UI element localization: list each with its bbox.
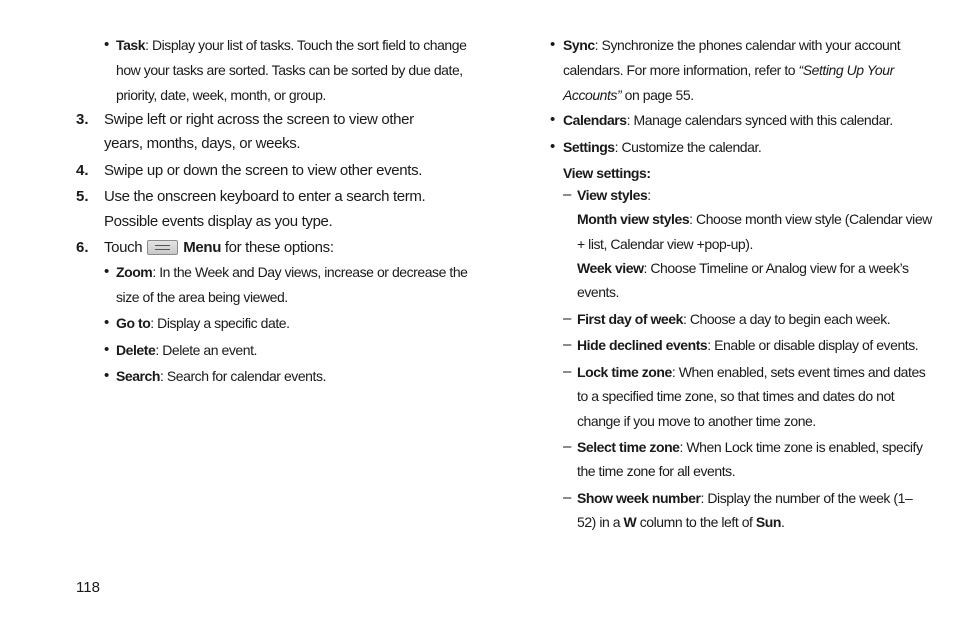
month-view-styles-line-1: Month view styles: Choose month view style (Calendar view	[577, 211, 932, 227]
week-view-line-2: events.	[577, 284, 619, 300]
zoom-item-line-2: size of the area being viewed.	[116, 289, 288, 305]
step-number: 3.	[76, 111, 89, 128]
task-term: Task	[116, 37, 146, 53]
show-week-number-line-1: Show week number: Display the number of the week (1–	[577, 490, 913, 506]
sync-item-line-2: calendars. For more information, refer to “Setting Up Your	[563, 62, 894, 78]
cross-reference: “Setting Up Your	[798, 62, 894, 78]
zoom-item-line-1: Zoom: In the Week and Day views, increase or decrease the	[116, 264, 468, 280]
view-styles-term: View styles	[577, 187, 648, 203]
select-time-zone-line-2: the time zone for all events.	[577, 463, 736, 479]
settings-term: Settings	[563, 139, 615, 155]
dash: –	[563, 310, 572, 327]
step-number: 5.	[76, 188, 89, 205]
lock-time-zone-term: Lock time zone	[577, 364, 672, 380]
page-number: 118	[76, 579, 100, 596]
bullet: •	[550, 111, 556, 128]
show-week-number-term: Show week number	[577, 490, 701, 506]
step-number: 4.	[76, 162, 89, 179]
bullet: •	[104, 367, 110, 384]
search-term: Search	[116, 368, 160, 384]
zoom-term: Zoom	[116, 264, 153, 280]
calendars-term: Calendars	[563, 112, 627, 128]
show-week-number-line-2: 52) in a W column to the left of Sun.	[577, 514, 785, 530]
search-item: Search: Search for calendar events.	[116, 368, 326, 384]
select-time-zone-line-1: Select time zone: When Lock time zone is enabled, specify	[577, 439, 923, 455]
delete-term: Delete	[116, 342, 156, 358]
week-view-term: Week view	[577, 260, 644, 276]
hide-declined-item: Hide declined events: Enable or disable display of events.	[577, 337, 919, 353]
first-day-term: First day of week	[577, 311, 683, 327]
step-5-line-2: Possible events display as you type.	[104, 213, 333, 230]
first-day-item: First day of week: Choose a day to begin each week.	[577, 311, 891, 327]
dash: –	[563, 336, 572, 353]
bullet: •	[550, 36, 556, 53]
goto-term: Go to	[116, 315, 151, 331]
lock-time-zone-line-2: to a specified time zone, so that times and dates do not	[577, 388, 895, 404]
month-view-styles-term: Month view styles	[577, 211, 690, 227]
task-item-line-1: Task: Display your list of tasks. Touch the sort field to change	[116, 37, 467, 53]
goto-item: Go to: Display a specific date.	[116, 315, 290, 331]
dash: –	[563, 489, 572, 506]
lock-time-zone-line-1: Lock time zone: When enabled, sets event times and dates	[577, 364, 926, 380]
sync-term: Sync	[563, 37, 595, 53]
dash: –	[563, 363, 572, 380]
sync-item-line-1: Sync: Synchronize the phones calendar with your account	[563, 37, 901, 53]
cross-reference: Accounts”	[563, 87, 622, 103]
week-view-line-1: Week view: Choose Timeline or Analog view for a week’s	[577, 260, 909, 276]
bullet: •	[550, 138, 556, 155]
dash: –	[563, 186, 572, 203]
view-styles-item: View styles:	[577, 187, 651, 203]
dash: –	[563, 438, 572, 455]
task-item-line-3: priority, date, week, month, or group.	[116, 87, 326, 103]
select-time-zone-term: Select time zone	[577, 439, 680, 455]
delete-item: Delete: Delete an event.	[116, 342, 257, 358]
calendars-item: Calendars: Manage calendars synced with this calendar.	[563, 112, 893, 128]
step-6-line: Touch Menu for these options:	[104, 239, 334, 256]
step-3-line-2: years, months, days, or weeks.	[104, 135, 301, 152]
menu-key-icon	[147, 240, 178, 255]
step-3-line-1: Swipe left or right across the screen to view other	[104, 111, 414, 128]
bullet: •	[104, 263, 110, 280]
step-number: 6.	[76, 239, 89, 256]
view-settings-heading: View settings:	[563, 165, 651, 181]
bullet: •	[104, 36, 110, 53]
menu-term: Menu	[183, 239, 222, 256]
lock-time-zone-line-3: change if you move to another time zone.	[577, 413, 816, 429]
step-5-line-1: Use the onscreen keyboard to enter a search term.	[104, 188, 426, 205]
bullet: •	[104, 341, 110, 358]
settings-item: Settings: Customize the calendar.	[563, 139, 762, 155]
month-view-styles-line-2: + list, Calendar view +pop-up).	[577, 236, 753, 252]
step-4-line-1: Swipe up or down the screen to view other events.	[104, 162, 423, 179]
hide-declined-term: Hide declined events	[577, 337, 708, 353]
task-item-line-2: how your tasks are sorted. Tasks can be sorted by due date,	[116, 62, 463, 78]
bullet: •	[104, 314, 110, 331]
sync-item-line-3: Accounts” on page 55.	[563, 87, 694, 103]
